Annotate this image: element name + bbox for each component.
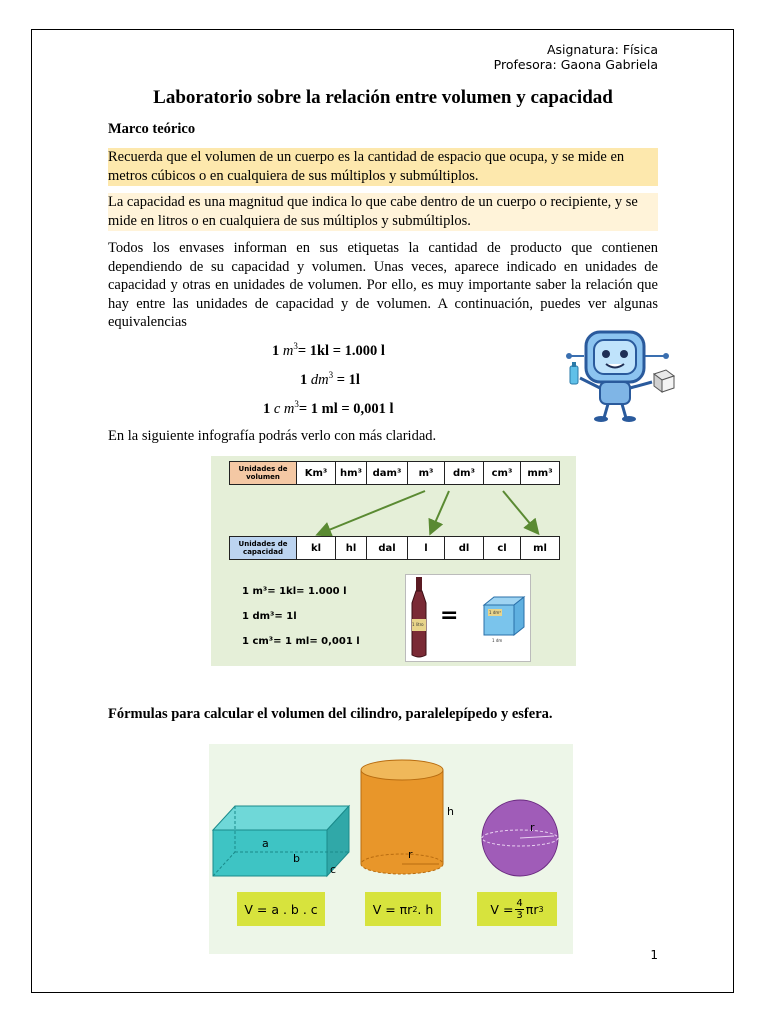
unit-cl: cl (483, 537, 520, 559)
bottle-icon (406, 575, 530, 661)
dimension-label: 1 dm (492, 638, 503, 643)
infographic-eq1: 1 m³= 1kl= 1.000 l (242, 586, 347, 597)
box-label-c: c (330, 863, 337, 876)
unit-hl: hl (335, 537, 366, 559)
section-heading-theory: Marco teórico (108, 121, 196, 137)
teacher-label: Profesora: Gaona Gabriela (493, 57, 658, 72)
equation-cm3: 1 c $m^3= 1$ ml = 0,001 l (263, 399, 394, 417)
volume-units-label: Unidades de volumen (230, 462, 296, 484)
cylinder-label-r: r (408, 848, 413, 861)
capacity-units-row (229, 536, 560, 560)
bottle-cube-comparison (405, 574, 531, 662)
conversion-arrows (211, 456, 576, 546)
box-label-b: b (293, 852, 300, 865)
unit-dm3: dm³ (444, 462, 483, 484)
unit-dl: dl (444, 537, 483, 559)
unit-cm3: cm³ (483, 462, 520, 484)
capacity-definition: La capacidad es una magnitud que indica lo que cabe dentro de un cuerpo o recipiente, y se mide en litros o en cualquiera de sus múltiplos y submúltiplos. (108, 193, 658, 231)
infographic-eq3: 1 cm³= 1 ml= 0,001 l (242, 636, 360, 647)
cube-label: 1 dm³ (489, 610, 501, 615)
solids-illustration (209, 744, 573, 884)
cylinder-label-h: h (447, 805, 454, 818)
infographic-eq2: 1 dm³= 1l (242, 611, 297, 622)
unit-dal: dal (366, 537, 407, 559)
box-label-a: a (262, 837, 269, 850)
unit-dam3: dam³ (366, 462, 407, 484)
page-number: 1 (650, 948, 658, 962)
document-header (494, 42, 658, 72)
unit-l: l (407, 537, 444, 559)
unit-m3: m³ (407, 462, 444, 484)
unit-km3: Km³ (296, 462, 335, 484)
intro-paragraph: Todos los envases informan en sus etiquetas la cantidad de producto que contienen dependiendo de su capacidad y volumen. Unas veces, aparece indicado en unidades de capacidad y otras en unidades de volumen. Por ello, es muy importante saber la relación que hay entre las unidades de capacidad y de volumen. A continuación, puedes ver algunas equivalencias (108, 240, 658, 330)
capacity-units-label: Unidades de capacidad (230, 537, 296, 559)
volume-formulas-figure (209, 744, 573, 954)
formula-sphere: V = $\frac{4}{3}$ πr 3 (477, 892, 557, 926)
unit-kl: kl (296, 537, 335, 559)
equation-m3: 1 $m^3= 1kl = 1.000$ l (272, 341, 385, 359)
sphere-label-r: r (530, 821, 535, 834)
equation-dm3: 1 $dm^3 = 1l$ (300, 370, 360, 388)
volume-definition: Recuerda que el volumen de un cuerpo es la cantidad de espacio que ocupa, y se mide en metros cúbicos o en cualquiera de sus múltiplos y submúltiplos. (108, 148, 658, 186)
equals-sign: = (440, 603, 459, 628)
infographic-note: En la siguiente infografía podrás verlo con más claridad. (108, 428, 437, 444)
unit-hm3: hm³ (335, 462, 366, 484)
section-heading-formulas: Fórmulas para calcular el volumen del cilindro, paralelepípedo y esfera. (108, 706, 553, 722)
robot-illustration (566, 328, 678, 424)
page-title: Laboratorio sobre la relación entre volumen y capacidad (153, 87, 613, 108)
unit-ml: ml (520, 537, 559, 559)
units-infographic (211, 456, 576, 666)
subject-label: Asignatura: Física (546, 42, 658, 57)
bottle-label: 1 litro (412, 622, 424, 627)
formula-parallelepiped: V = a . b . c (237, 892, 325, 926)
formula-cylinder: V = πr 2 . h (365, 892, 441, 926)
unit-mm3: mm³ (520, 462, 559, 484)
